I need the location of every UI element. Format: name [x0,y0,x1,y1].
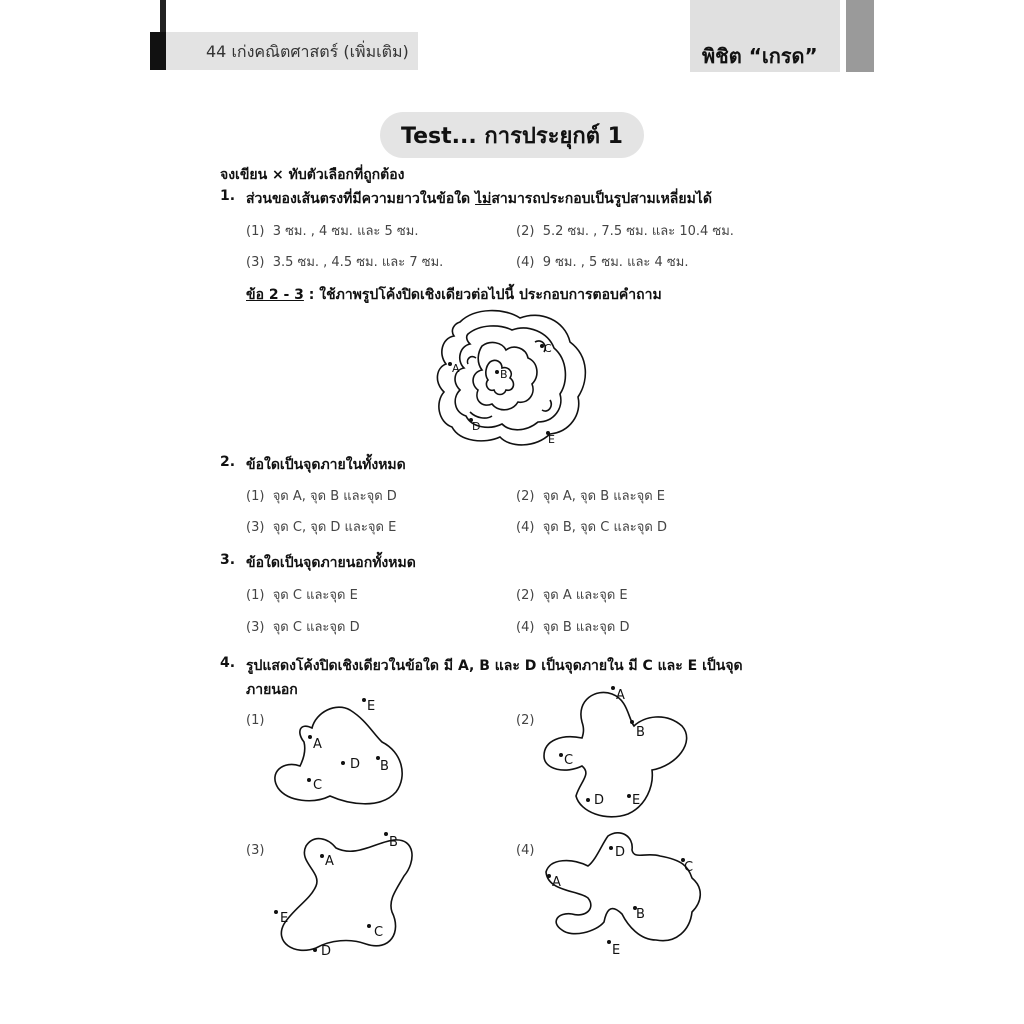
q2-option-1[interactable]: (1) จุด A, จุด B และจุด D [246,489,397,504]
maze-point-b: B [500,368,508,381]
section-2-3-caption: ข้อ 2 - 3 : ใช้ภาพรูปโค้งปิดเชิงเดียวต่อไปนี้ ประกอบการตอบคำถาม [246,287,662,303]
q2-option-2[interactable]: (2) จุด A, จุด B และจุด E [516,489,666,504]
q3-text: ข้อใดเป็นจุดภายนอกทั้งหมด [246,555,416,571]
fig2-point-d: D [594,793,605,808]
q4-figure-1-number[interactable]: (1) [246,713,265,728]
q2-number: 2. [220,454,236,470]
q1-option-4[interactable]: (4) 9 ซม. , 5 ซม. และ 4 ซม. [516,255,689,270]
fig1-point-d: D [350,757,361,772]
fig1-point-a: A [313,737,322,752]
q4-figure-4-number[interactable]: (4) [516,843,535,858]
q1-number: 1. [220,188,236,204]
q1-option-2[interactable]: (2) 5.2 ซม. , 7.5 ซม. และ 10.4 ซม. [516,224,734,239]
q3-option-4[interactable]: (4) จุด B และจุด D [516,620,630,635]
q4-text-line2: ภายนอก [246,682,298,698]
page-title: Test... การประยุกต์ 1 [380,112,644,158]
instruction: จงเขียน × ทับตัวเลือกที่ถูกต้อง [220,167,405,183]
fig2-point-b: B [636,725,645,740]
maze-point-a: A [452,362,460,375]
maze-point-d: D [472,420,481,433]
header-right-stripe [846,0,874,72]
q3-option-2[interactable]: (2) จุด A และจุด E [516,588,628,603]
maze-point-e: E [548,433,555,446]
fig3-point-c: C [374,925,384,940]
maze-curve-figure [430,302,600,452]
q3-option-3[interactable]: (3) จุด C และจุด D [246,620,360,635]
fig1-point-c: C [313,778,323,793]
q2-text: ข้อใดเป็นจุดภายในทั้งหมด [246,457,406,473]
fig1-point-b: B [380,759,389,774]
q1-text: ส่วนของเส้นตรงที่มีความยาวในข้อใด ไม่สามารถประกอบเป็นรูปสามเหลี่ยมได้ [246,191,712,207]
maze-point-c: C [544,342,552,355]
page-header-right: พิชิต “เกรด” [702,44,818,68]
fig4-point-e: E [612,943,621,958]
q4-figure-3-number[interactable]: (3) [246,843,265,858]
q4-figure-2-number[interactable]: (2) [516,713,535,728]
q4-number: 4. [220,655,236,671]
q4-text-line1: รูปแสดงโค้งปิดเชิงเดียวในข้อใด มี A, B และ D เป็นจุดภายใน มี C และ E เป็นจุด [246,658,743,674]
q1-option-3[interactable]: (3) 3.5 ซม. , 4.5 ซม. และ 7 ซม. [246,255,444,270]
fig4-point-c: C [684,860,694,875]
fig3-point-d: D [321,944,332,959]
fig4-point-d: D [615,845,626,860]
header-top-line [160,0,166,32]
q3-number: 3. [220,552,236,568]
fig3-point-e: E [280,911,289,926]
fig4-point-a: A [552,875,561,890]
q2-option-4[interactable]: (4) จุด B, จุด C และจุด D [516,520,667,535]
page-header-left: 44 เก่งคณิตศาสตร์ (เพิ่มเติม) [206,42,409,61]
q1-option-1[interactable]: (1) 3 ซม. , 4 ซม. และ 5 ซม. [246,224,419,239]
q4-figure-4[interactable] [536,822,716,962]
fig2-point-c: C [564,753,574,768]
fig3-point-b: B [389,835,398,850]
q3-option-1[interactable]: (1) จุด C และจุด E [246,588,358,603]
header-left-bar [150,32,166,70]
q4-figure-2[interactable] [536,682,696,822]
q4-figure-1[interactable] [266,692,416,812]
fig2-point-e: E [632,793,641,808]
fig1-point-e: E [367,699,376,714]
q2-option-3[interactable]: (3) จุด C, จุด D และจุด E [246,520,397,535]
fig3-point-a: A [325,854,334,869]
fig4-point-b: B [636,907,645,922]
q4-figure-3[interactable] [266,828,436,960]
fig2-point-a: A [616,688,625,703]
